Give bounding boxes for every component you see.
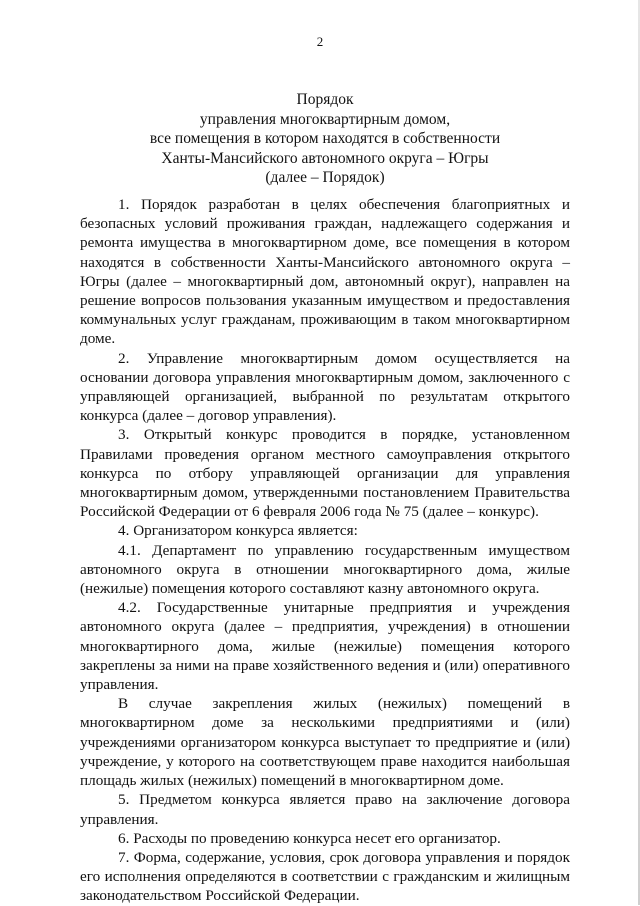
title-line: все помещения в котором находятся в собственности (149, 130, 501, 147)
document-body (80, 195, 570, 906)
paragraph-4-2-note: В случае закрепления жилых (нежилых) помещений в многоквартирном доме за несколькими предприятиями и (или) учреждениями организатором конкурса выступает то предприятие и (или) учреждение, у которого на соответствующем праве находится наибольшая площадь жилых (нежилых) помещений в многоквартирном доме. (80, 695, 570, 790)
document-title (80, 90, 570, 188)
paragraph-1: 1. Порядок разработан в целях обеспечения благоприятных и безопасных условий проживания граждан, надлежащего содержания и ремонта имущества в многоквартирном доме, все помещения в котором находятся в собственности Ханты-Мансийского автономного округа – Югры (далее – многоквартирный дом, автономный округ), направлен на решение вопросов пользования указанным имуществом и предоставления коммунальных услуг гражданам, проживающим в таком многоквартирном доме. (80, 196, 570, 348)
paragraph-4-2: 4.2. Государственные унитарные предприятия и учреждения автономного округа (далее – предприятия, учреждения) в отношении многоквартирного дома, жилые (нежилые) помещения которого закреплены за ними на праве хозяйственного ведения и (или) оперативного управления. (80, 599, 570, 694)
paragraph-4-1: 4.1. Департамент по управлению государственным имуществом автономного округа в отношении многоквартирного дома, жилые (нежилые) помещения которого составляют казну автономного округа. (80, 541, 570, 598)
paragraph-2: 2. Управление многоквартирным домом осуществляется на основании договора управления многоквартирным домом, заключенного с управляющей организацией, выбранной по результатам открытого конкурса (далее – договор управления). (80, 349, 570, 425)
title-line: Порядок (296, 91, 354, 108)
paragraph-3: 3. Открытый конкурс проводится в порядке, установленном Правилами проведения органом местного самоуправления открытого конкурса по отбору управляющей организации для управления многоквартирным домом, утвержденными постановлением Правительства Российской Федерации от 6 февраля 2006 года № 75 (далее – конкурс). (80, 426, 570, 521)
paragraph-7: 7. Форма, содержание, условия, срок договора управления и порядок его исполнения определяются в соответствии с гражданским и жилищным законодательством Российской Федерации. (80, 848, 570, 905)
title-line: Ханты-Мансийского автономного округа – Югры (161, 149, 489, 167)
paragraph-4: 4. Организатором конкурса является: (118, 522, 358, 540)
page-number: 2 (316, 34, 324, 49)
paragraph-6: 6. Расходы по проведению конкурса несет его организатор. (118, 829, 501, 847)
title-line: управления многоквартирным домом, (199, 110, 451, 128)
title-line: (далее – Порядок) (265, 169, 385, 186)
paragraph-5: 5. Предметом конкурса является право на заключение договора управления. (80, 791, 570, 828)
